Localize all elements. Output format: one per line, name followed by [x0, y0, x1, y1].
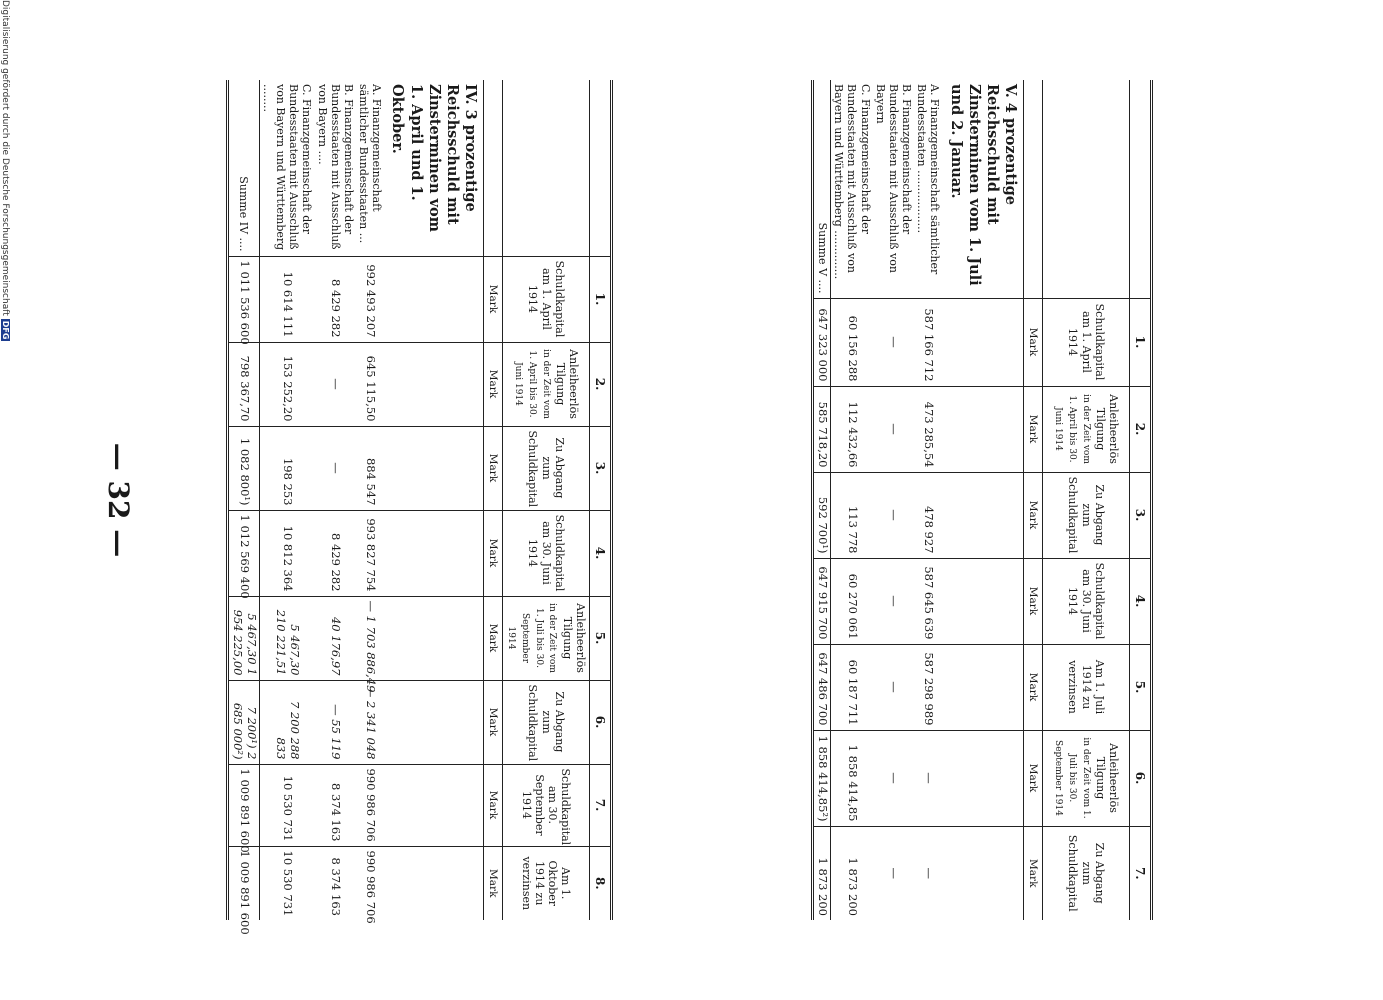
section-title: IV. 3 prozentige Reichsschuld mit Zinsterminen vom 1. April und 1. Oktober.: [384, 80, 483, 256]
column-header: Anleiheerlös Tilgung in der Zeit vom 1. Juli bis 30. September 1914: [1043, 730, 1130, 826]
column-header: Zu Abgang zum Schuldkapital: [503, 426, 590, 510]
cell: 585 718,20: [814, 386, 830, 472]
cell: —: [914, 730, 942, 826]
column-number: 3.: [1130, 472, 1152, 558]
row-label: B. Finanzgemeinschaft der Bundesstaaten mit Ausschluß von Bayern ....: [314, 80, 356, 256]
table-iv: [226, 80, 613, 935]
cell: 10 530 731: [259, 764, 314, 846]
column-header: Schuldkapital am 1. April 1914: [503, 256, 590, 342]
cell: 647 486 700: [814, 644, 830, 730]
section-title: V. 4 prozentige Reichsschuld mit Zinsterminen vom 1. Juli und 2. Januar.: [943, 80, 1024, 298]
cell: —: [873, 730, 915, 826]
column-number: 8.: [590, 846, 612, 920]
unit-row: Mark Mark Mark Mark Mark Mark Mark: [1024, 80, 1043, 920]
cell: —: [873, 386, 915, 472]
cell: 1 011 536 600: [229, 256, 259, 342]
cell: 798 367,70: [229, 342, 259, 426]
column-header: Am 1. Oktober 1914 zu verzinsen: [503, 846, 590, 920]
cell: 60 270 061: [831, 558, 873, 644]
cell: 1 082 800¹): [229, 426, 259, 510]
column-number: 4.: [1130, 558, 1152, 644]
cell: — 2 341 048: [356, 680, 384, 764]
table-v: [811, 80, 1153, 920]
column-header: Anleiheerlös Tilgung in der Zeit vom 1. April bis 30. Juni 1914: [1043, 386, 1130, 472]
section-title-row: [384, 80, 483, 920]
column-number: 5.: [590, 596, 612, 680]
cell: 1 858 414,85²): [814, 730, 830, 826]
row-label: C. Finanzgemeinschaft der Bundesstaaten mit Ausschluß von Bayern und Württemberg ........: [259, 80, 314, 256]
column-number-row: [590, 80, 612, 920]
cell: — 1 703 886,49: [356, 596, 384, 680]
cell: 8 429 282: [314, 256, 356, 342]
sum-row: [814, 80, 830, 920]
cell: 587 166 712: [914, 298, 942, 386]
column-number: 5.: [1130, 644, 1152, 730]
cell: 478 927: [914, 472, 942, 558]
table-row: [314, 80, 356, 920]
column-number: 2.: [1130, 386, 1152, 472]
sum-label: Summe V ....: [814, 80, 830, 298]
cell: —: [922, 867, 937, 879]
cell: 1 858 414,85: [831, 730, 873, 826]
cell: 592 700¹): [814, 472, 830, 558]
cell: 8 374 163: [314, 764, 356, 846]
cell: 647 915 700: [814, 558, 830, 644]
cell: —: [314, 342, 356, 426]
column-header: Schuldkapital am 30. Juni 1914: [1043, 558, 1130, 644]
column-header: Anleiheerlös Tilgung in der Zeit vom 1. April bis 30. Juni 1914: [503, 342, 590, 426]
table-row: [873, 80, 915, 920]
column-number: 6.: [590, 680, 612, 764]
column-number: 7.: [1130, 826, 1152, 920]
column-header: Zu Abgang zum Schuldkapital: [1043, 826, 1130, 920]
table-row: [259, 80, 314, 920]
cell: 1 009 891 600: [229, 764, 259, 846]
digitization-note-text: Digitalisierung gefördert durch die Deutsche Forschungsgemeinschaft: [0, 0, 10, 316]
cell: 198 253: [259, 426, 314, 510]
cell: —: [314, 426, 356, 510]
cell: 153 252,20: [259, 342, 314, 426]
cell: — 55 119: [314, 680, 356, 764]
column-header: Am 1. Juli 1914 zu verzinsen: [1043, 644, 1130, 730]
cell: 993 827 754: [356, 510, 384, 596]
cell: 5 467,30 210 221,51: [259, 596, 314, 680]
cell: 1 873 200: [845, 857, 860, 916]
cell: —: [873, 298, 915, 386]
cell: —: [873, 558, 915, 644]
table-row: [356, 80, 384, 920]
row-label: C. Finanzgemeinschaft der Bundesstaaten mit Ausschluß von Bayern und Württemberg ..............: [831, 80, 873, 298]
dfg-logo: DFG: [1, 320, 10, 340]
row-label: A. Finanzgemeinschaft sämtlicher Bundesstaaten ...: [356, 80, 384, 256]
row-label: B. Finanzgemeinschaft der Bundesstaaten mit Ausschluß von Bayern: [873, 80, 915, 298]
column-number: 1.: [1130, 298, 1152, 386]
column-header: Schuldkapital am 30. Juni 1914: [503, 510, 590, 596]
cell: 587 645 639: [914, 558, 942, 644]
cell: 645 115,50: [356, 342, 384, 426]
cell: —: [873, 644, 915, 730]
table-row: [914, 80, 942, 920]
column-number: 6.: [1130, 730, 1152, 826]
cell: 884 547: [356, 426, 384, 510]
page-number: — 32 —: [102, 442, 135, 558]
table-row: [831, 80, 873, 920]
cell: 10 530 731: [280, 850, 295, 917]
row-label: A. Finanzgemeinschaft sämtlicher Bundesstaaten ..................: [914, 80, 942, 298]
section-title-row: [943, 80, 1024, 920]
column-header: Anleiheerlös Tilgung in der Zeit vom 1. Juli bis 30. September 1914: [503, 596, 590, 680]
cell: —: [873, 472, 915, 558]
sum-row: [229, 80, 259, 920]
cell: 1 012 569 400: [229, 510, 259, 596]
cell: 8 374 163: [329, 857, 344, 916]
cell: 60 156 288: [831, 298, 873, 386]
unit-row: Mark Mark Mark Mark Mark Mark Mark Mark: [484, 80, 503, 920]
column-header: Zu Abgang zum Schuldkapital: [503, 680, 590, 764]
cell: 1 009 891 600: [229, 846, 259, 920]
cell: 647 323 000: [814, 298, 830, 386]
cell: 60 187 711: [831, 644, 873, 730]
cell: —: [887, 867, 902, 879]
cell: 5 467,30 1 954 225,00: [229, 596, 259, 680]
cell: 112 432,66: [831, 386, 873, 472]
cell: 992 493 207: [356, 256, 384, 342]
column-header: Schuldkapital am 1. April 1914: [1043, 298, 1130, 386]
cell: 7 200 288 833: [259, 680, 314, 764]
column-number: 4.: [590, 510, 612, 596]
column-number: 2.: [590, 342, 612, 426]
cell: 40 176,97: [314, 596, 356, 680]
cell: 990 986 706: [356, 764, 384, 846]
cell: 7 200¹) 2 685 000²): [229, 680, 259, 764]
cell: 10 812 364: [259, 510, 314, 596]
column-header: Schuldkapital am 30. September 1914: [503, 764, 590, 846]
cell: 8 429 282: [314, 510, 356, 596]
column-number-row: [1130, 80, 1152, 920]
column-number: 3.: [590, 426, 612, 510]
column-header-row: [1043, 80, 1130, 920]
sum-label: Summe IV ....: [229, 80, 259, 256]
column-number: 1.: [590, 256, 612, 342]
column-number: 7.: [590, 764, 612, 846]
cell: 473 285,54: [914, 386, 942, 472]
cell: 587 298 989: [914, 644, 942, 730]
cell: 10 614 111: [259, 256, 314, 342]
column-header-row: [503, 80, 590, 920]
digitization-note: [0, 0, 10, 341]
cell: 1 873 200: [814, 826, 830, 920]
cell: 990 986 706: [364, 850, 379, 924]
cell: 113 778: [831, 472, 873, 558]
column-header: Zu Abgang zum Schuldkapital: [1043, 472, 1130, 558]
